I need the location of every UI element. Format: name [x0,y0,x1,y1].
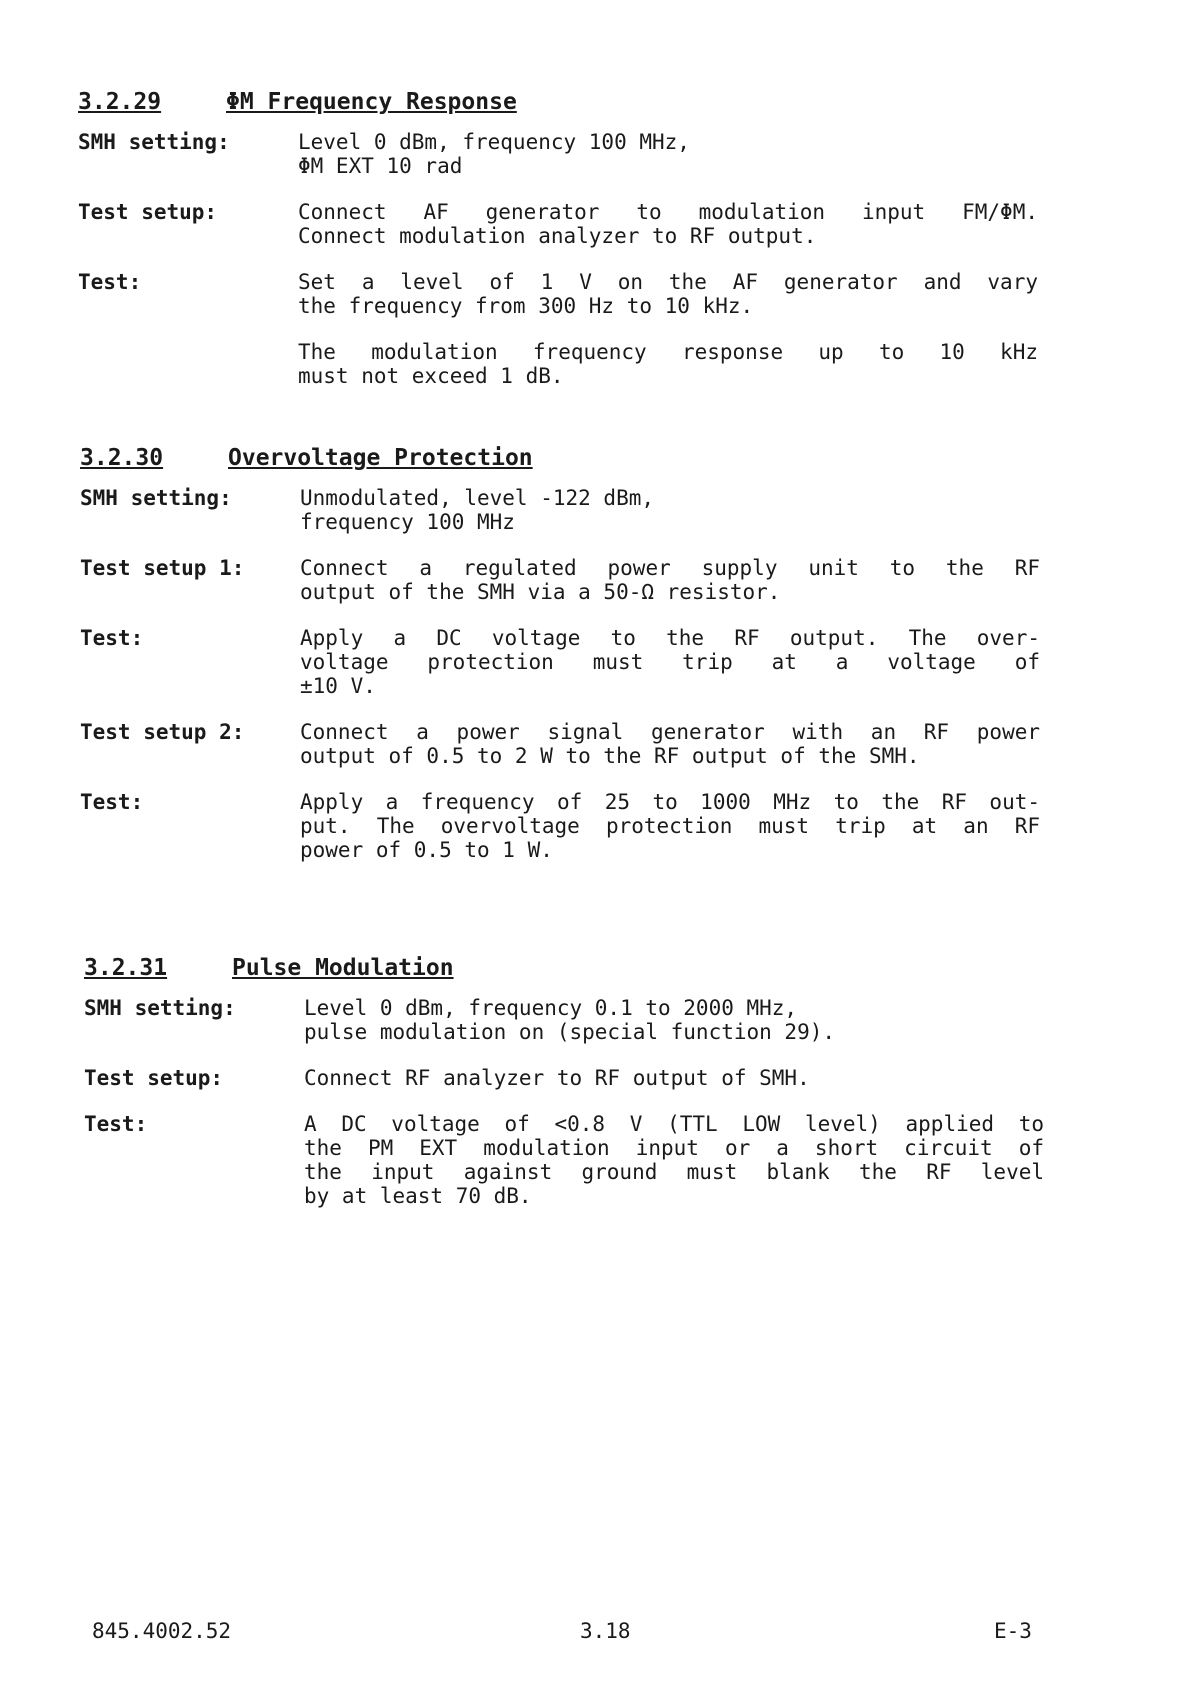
text-line: voltage protection must trip at a voltage of [300,650,1040,674]
paragraph [298,340,1038,388]
spec-row [80,720,1040,768]
row-label: SMH setting: [80,486,232,510]
text-line: ΦM EXT 10 rad [298,154,463,178]
spec-row [80,626,1040,698]
spec-row [78,270,1038,388]
page-number: 3.18 [580,1619,631,1643]
section-heading [84,952,1044,984]
spec-row [84,1066,1044,1090]
paragraph [304,996,1044,1044]
text-line: ±10 V. [300,674,376,698]
paragraph [304,1066,1044,1090]
row-body [300,720,1040,768]
text-line: Level 0 dBm, frequency 100 MHz, [298,130,690,154]
text-line: Set a level of 1 V on the AF generator and vary [298,270,1038,294]
row-body [304,1112,1044,1208]
text-line: Connect a power signal generator with an RF power [300,720,1040,744]
section-number: 3.2.29 [78,89,162,115]
text-line: Apply a DC voltage to the RF output. The over- [300,626,1040,650]
text-line: output of 0.5 to 2 W to the RF output of the SMH. [300,744,920,768]
row-body [298,270,1038,388]
edition-label: E-3 [994,1619,1032,1643]
section-number: 3.2.30 [80,445,164,471]
paragraph [298,200,1038,248]
row-label: Test: [84,1112,148,1136]
row-label: Test setup: [84,1066,224,1090]
text-line: put. The overvoltage protection must trip at an RF [300,814,1040,838]
section-title: Pulse Modulation [232,955,454,981]
section-3-2-30 [80,442,1040,884]
row-body [304,1066,1044,1090]
text-line: output of the SMH via a 50-Ω resistor. [300,580,781,604]
text-line: pulse modulation on (special function 29). [304,1020,836,1044]
section-3-2-31 [84,952,1044,1230]
row-label: Test setup: [78,200,218,224]
section-title: ΦM Frequency Response [226,89,517,115]
text-line: Connect RF analyzer to RF output of SMH. [304,1066,810,1090]
text-line: Connect modulation analyzer to RF output. [298,224,817,248]
paragraph [300,486,1040,534]
paragraph [300,790,1040,862]
text-line: the input against ground must blank the RF level [304,1160,1044,1184]
row-label: Test setup 2: [80,720,245,744]
paragraph [300,720,1040,768]
row-body [300,626,1040,698]
row-body [300,790,1040,862]
row-label: Test: [78,270,142,294]
text-line: Connect a regulated power supply unit to the RF [300,556,1040,580]
section-heading [78,86,1038,118]
text-line: The modulation frequency response up to 10 kHz [298,340,1038,364]
section-number: 3.2.31 [84,955,168,981]
row-label: Test: [80,790,144,814]
spec-row [80,790,1040,862]
text-line: must not exceed 1 dB. [298,364,564,388]
row-label: Test: [80,626,144,650]
spec-row [78,200,1038,248]
row-body [298,130,1038,178]
section-title: Overvoltage Protection [228,445,533,471]
paragraph [298,130,1038,178]
text-line: the PM EXT modulation input or a short circuit of [304,1136,1044,1160]
paragraph [304,1112,1044,1208]
spec-row [80,556,1040,604]
row-body [298,200,1038,248]
row-label: Test setup 1: [80,556,245,580]
row-body [300,486,1040,534]
document-number: 845.4002.52 [92,1619,232,1643]
paragraph [300,626,1040,698]
section-3-2-29 [78,86,1038,410]
row-label: SMH setting: [78,130,230,154]
text-line: Unmodulated, level -122 dBm, [300,486,655,510]
text-line: Apply a frequency of 25 to 1000 MHz to the RF out- [300,790,1040,814]
text-line: frequency 100 MHz [300,510,515,534]
spec-row [80,486,1040,534]
paragraph [298,270,1038,318]
page-footer [0,1616,1190,1646]
text-line: by at least 70 dB. [304,1184,532,1208]
paragraph [300,556,1040,604]
spec-row [78,130,1038,178]
text-line: the frequency from 300 Hz to 10 kHz. [298,294,754,318]
row-label: SMH setting: [84,996,236,1020]
text-line: Level 0 dBm, frequency 0.1 to 2000 MHz, [304,996,798,1020]
text-line: A DC voltage of <0.8 V (TTL LOW level) applied to [304,1112,1044,1136]
row-body [304,996,1044,1044]
section-heading [80,442,1040,474]
text-line: power of 0.5 to 1 W. [300,838,553,862]
spec-row [84,1112,1044,1208]
row-body [300,556,1040,604]
spec-row [84,996,1044,1044]
text-line: Connect AF generator to modulation input FM/ΦM. [298,200,1038,224]
